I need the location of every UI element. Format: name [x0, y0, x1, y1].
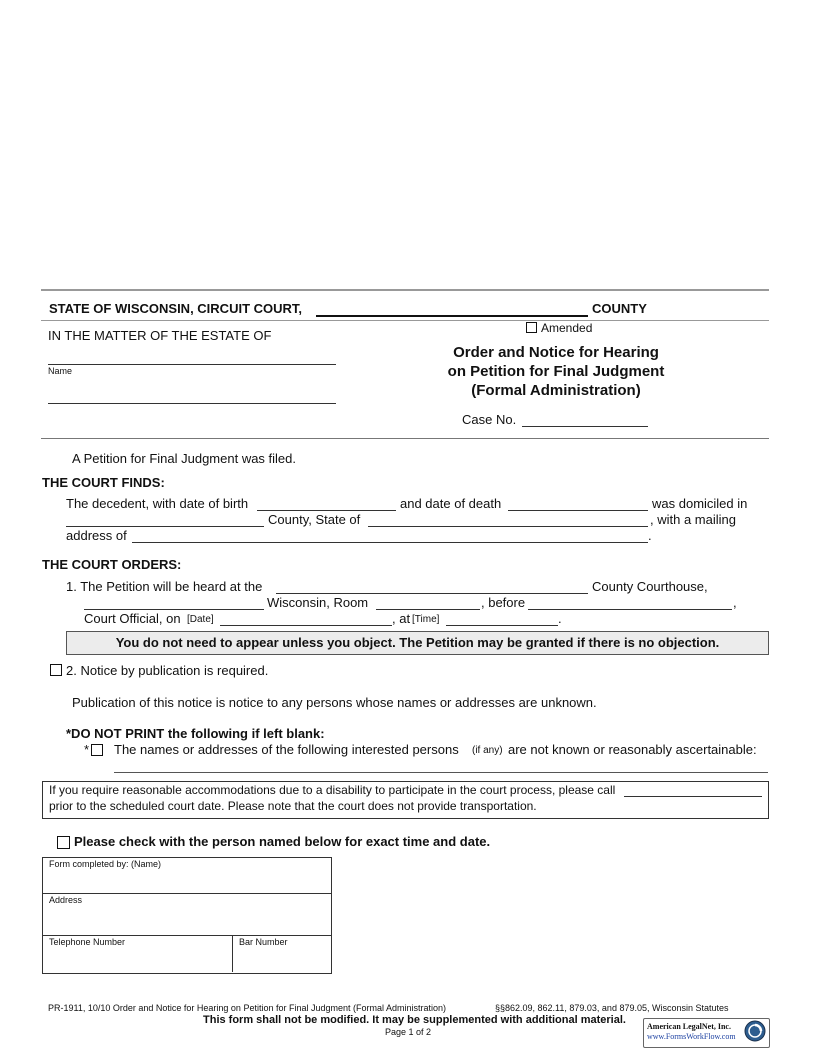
- header-bottom-rule: [41, 438, 769, 439]
- court-label: STATE OF WISCONSIN, CIRCUIT COURT,: [49, 301, 303, 316]
- finds-text-1a: The decedent, with date of birth: [66, 496, 249, 511]
- order1-text-g: , at: [392, 611, 411, 626]
- name-label: Name: [48, 366, 73, 376]
- court-official-field[interactable]: [528, 609, 732, 610]
- top-rule: [41, 289, 769, 291]
- finds-text-3a: address of: [66, 528, 127, 543]
- telephone-label: Telephone Number: [49, 937, 126, 947]
- birth-date-field[interactable]: [257, 510, 396, 511]
- finds-text-1b: and date of death: [400, 496, 502, 511]
- order1-text-b: County Courthouse,: [592, 579, 708, 594]
- domicile-county-field[interactable]: [66, 526, 264, 527]
- order1-text-d: , before: [481, 595, 526, 610]
- do-not-print-label: *DO NOT PRINT the following if left blank:: [66, 726, 325, 741]
- accommodation-phone-field[interactable]: [624, 796, 762, 797]
- contact-row-divider-2: [42, 935, 331, 936]
- date-hint: [Date]: [187, 614, 214, 625]
- case-no-field[interactable]: [522, 426, 648, 427]
- footer-page: Page 1 of 2: [384, 1027, 432, 1037]
- order1-text-e: ,: [733, 595, 737, 610]
- room-field[interactable]: [376, 609, 480, 610]
- publication-note: Publication of this notice is notice to any persons whose names or addresses are unknown.: [72, 695, 597, 710]
- publication-checkbox[interactable]: [50, 664, 62, 676]
- vendor-logo-line-1: American LegalNet, Inc.: [647, 1022, 731, 1031]
- vendor-globe-icon: [744, 1020, 766, 1042]
- order1-text-h: .: [558, 611, 562, 626]
- footer-statutes: §§862.09, 862.11, 879.03, and 879.05, Wisconsin Statutes: [495, 1003, 729, 1013]
- order1-text-f: Court Official, on: [84, 611, 181, 626]
- amended-label: Amended: [541, 321, 593, 335]
- finds-text-1c: was domiciled in: [652, 496, 748, 511]
- title-line-3: (Formal Administration): [471, 382, 641, 399]
- unknown-persons-checkbox[interactable]: [91, 744, 103, 756]
- unknown-persons-field[interactable]: [114, 772, 768, 773]
- footer-form-id: PR-1911, 10/10 Order and Notice for Hearing on Petition for Final Judgment (Formal Administration): [48, 1003, 447, 1013]
- estate-name-field[interactable]: [48, 364, 336, 365]
- check-person-text: Please check with the person named below for exact time and date.: [74, 834, 491, 849]
- unknown-if-any: (if any): [472, 745, 503, 756]
- hearing-city-field[interactable]: [84, 609, 264, 610]
- finds-text-2a: County, State of: [268, 512, 361, 527]
- notice-text: You do not need to appear unless you object. The Petition may be granted if there is no objection.: [115, 635, 720, 650]
- hearing-time-field[interactable]: [446, 625, 558, 626]
- case-no-label: Case No.: [462, 412, 517, 427]
- accommodation-text-2: prior to the scheduled court date. Please note that the court does not provide transportation.: [49, 799, 537, 813]
- hearing-county-field[interactable]: [276, 593, 588, 594]
- petition-filed-text: A Petition for Final Judgment was filed.: [72, 451, 297, 466]
- time-hint: [Time]: [412, 614, 440, 625]
- title-line-2: on Petition for Final Judgment: [447, 363, 665, 380]
- completed-by-label: Form completed by: (Name): [49, 859, 162, 869]
- county-field[interactable]: [316, 315, 588, 317]
- asterisk-mark: *: [84, 742, 90, 757]
- matter-label: IN THE MATTER OF THE ESTATE OF: [48, 328, 272, 343]
- death-date-field[interactable]: [508, 510, 648, 511]
- vendor-logo-line-2: www.FormsWorkFlow.com: [647, 1032, 736, 1041]
- court-orders-heading: THE COURT ORDERS:: [42, 557, 182, 572]
- order1-text-c: Wisconsin, Room: [267, 595, 369, 610]
- order2-text: 2. Notice by publication is required.: [66, 663, 269, 678]
- finds-text-2b: , with a mailing: [650, 512, 736, 527]
- order1-text-a: 1. The Petition will be heard at the: [66, 579, 263, 594]
- contact-table: [42, 857, 332, 974]
- finds-text-3b: .: [648, 528, 652, 543]
- hearing-date-field[interactable]: [220, 625, 392, 626]
- contact-row-divider-1: [42, 893, 331, 894]
- accommodation-text-1: If you require reasonable accommodations due to a disability to participate in the court process, please call: [49, 783, 616, 797]
- county-label: COUNTY: [592, 301, 647, 316]
- estate-name-field-2[interactable]: [48, 403, 336, 404]
- address-label: Address: [49, 895, 83, 905]
- form-title: [430, 343, 682, 400]
- footer-not-modified: This form shall not be modified. It may be supplemented with additional material.: [203, 1014, 626, 1026]
- title-line-1: Order and Notice for Hearing: [453, 344, 659, 361]
- bar-number-label: Bar Number: [239, 937, 288, 947]
- court-rule: [41, 320, 769, 321]
- unknown-text-a: The names or addresses of the following interested persons: [114, 742, 459, 757]
- domicile-state-field[interactable]: [368, 526, 648, 527]
- court-finds-heading: THE COURT FINDS:: [42, 475, 165, 490]
- mailing-address-field[interactable]: [132, 542, 648, 543]
- check-person-checkbox[interactable]: [57, 836, 70, 849]
- unknown-text-b: are not known or reasonably ascertainable:: [508, 742, 757, 757]
- contact-col-divider: [232, 935, 233, 972]
- amended-checkbox[interactable]: [526, 322, 537, 333]
